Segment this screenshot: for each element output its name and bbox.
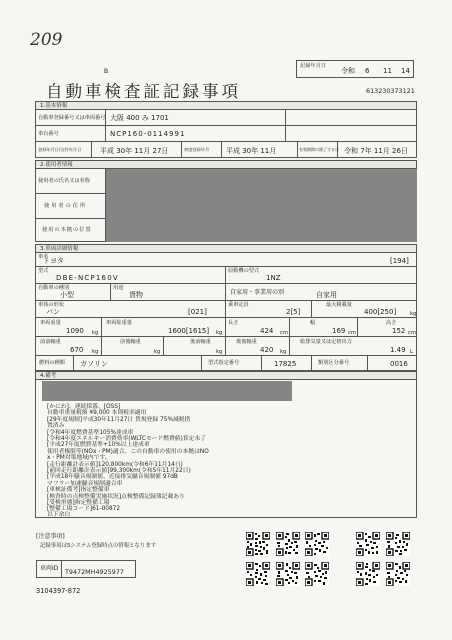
width-unit: cm <box>348 330 356 336</box>
user-name-label: 使用者の氏名又は名称 <box>38 178 90 184</box>
private-value: 自家用 <box>316 291 337 299</box>
gross-label: 車両総重量 <box>106 320 132 326</box>
qr-code-icon <box>246 532 270 556</box>
base-location-label: 使用の本拠の位置 <box>42 227 92 233</box>
notice-text: 記録事項は5システム登録時点の情報となります <box>40 543 157 549</box>
registration-value: 大阪 400 み 1701 <box>110 114 169 122</box>
use-label: 用途 <box>113 285 124 291</box>
ff-unit: kg <box>92 349 99 355</box>
displacement-value: 1.49 <box>390 346 406 354</box>
private-label: 自家用・事業用の別 <box>230 289 285 296</box>
model-value: DBE-NCP160V <box>56 274 119 282</box>
issue-date-year: 6 <box>365 67 370 75</box>
maker-code: [194] <box>390 257 409 265</box>
model-no-value: 17825 <box>274 360 297 368</box>
remark-line: [平成18年騒音規制値、近接排気騒音規制値 97dB <box>47 474 178 481</box>
handwritten-number: 209 <box>30 30 63 50</box>
maker-row <box>35 253 417 267</box>
fuel-row <box>35 356 417 371</box>
dates-row <box>35 142 417 158</box>
section-user-header: 2.使用者情報 <box>35 160 417 169</box>
remark-line: [前回走行距離計表示値]99,300km(令和5年11月22日) <box>47 468 191 474</box>
redacted-remarks <box>42 381 292 401</box>
engine-label: 原動機の型式 <box>228 268 260 274</box>
remark-line: [令和4年度エネルギー消費効率(WLTCモード燃費値)算定未了 <box>47 436 206 442</box>
chassis-value: NCP160-0114991 <box>110 130 186 138</box>
length-unit: cm <box>280 330 288 336</box>
length-value: 424 <box>260 327 274 335</box>
kind-row <box>35 284 417 301</box>
chassis-row <box>35 126 417 142</box>
shape-value: バン <box>46 308 60 316</box>
fuel-label: 燃料の種類 <box>39 360 65 366</box>
width-label: 幅 <box>310 320 316 326</box>
height-label: 高さ <box>386 320 397 326</box>
weight-unit: kg <box>92 330 99 336</box>
displacement-unit: L <box>410 349 413 355</box>
registration-label: 自動車登録番号又は車両番号 <box>38 115 106 121</box>
model-label: 型式 <box>38 268 49 274</box>
model-row <box>35 267 417 284</box>
remark-line: 自動車重量税額 ¥9,000 本則税率適用 <box>47 410 147 417</box>
expiry-value: 令和 7年 11月 26日 <box>344 147 408 155</box>
remark-line: [車検証備考]指定整備車 <box>47 487 110 494</box>
issue-date-day: 14 <box>401 67 410 75</box>
qr-code-icon <box>305 562 329 586</box>
document-number: 613230373121 <box>366 87 415 95</box>
registration-row <box>35 110 417 126</box>
fuel-value: ガソリン <box>80 360 108 368</box>
height-unit: cm <box>408 330 416 336</box>
kind-value: 小型 <box>60 291 74 299</box>
gross-unit: kg <box>216 330 223 336</box>
fr-label: 前後軸重 <box>120 339 141 345</box>
remark-line: 置済み <box>47 423 65 430</box>
remark-line: [かにわ]、連続採番、[OSS] <box>47 404 121 410</box>
first-year-label: 初度登録年月 <box>184 147 210 152</box>
max-load-unit: kg <box>410 311 417 317</box>
rr-unit: kg <box>280 349 287 355</box>
maker-value: トヨタ <box>43 257 64 265</box>
vehicle-id-value: T9472MH4925977 <box>65 568 124 576</box>
qr-code-icon <box>356 532 380 556</box>
rf-label: 後前軸重 <box>190 339 211 345</box>
remark-line: x・PM対策地域内です。 <box>47 455 111 462</box>
remark-line: 使用者権限等(NOx・PM)適合、この自動車の使用の本拠はNO <box>47 448 209 455</box>
model-no-label: 型式指定番号 <box>208 360 240 366</box>
qr-code-icon <box>246 562 270 586</box>
weight-label: 車両重量 <box>40 320 61 326</box>
expiry-label: 有効期間の満了する日 <box>299 147 339 152</box>
qr-code-icon <box>276 562 300 586</box>
section-basic-header: 1.基本情報 <box>35 101 417 110</box>
user-address-label: 使用者の住所 <box>44 203 88 209</box>
notice-label: [注意事項] <box>36 533 65 540</box>
remark-line: マフラー加速騒音規制適合車 <box>47 480 123 487</box>
issue-date-label: 記録年月日 <box>300 63 326 69</box>
fr-unit: kg <box>154 349 161 355</box>
length-label: 長さ <box>228 320 239 326</box>
section-remarks-header: 4.備考 <box>35 371 417 380</box>
issue-date-box <box>296 60 414 78</box>
section-vehicle-header: 3.車両詳細情報 <box>35 244 417 253</box>
remark-line: [受検形態]指定整備工場 <box>47 500 110 506</box>
engine-value: 1NZ <box>266 274 281 282</box>
height-value: 152 <box>392 327 406 335</box>
remark-line: 以下余白 <box>47 512 71 518</box>
serial-number: 3104397-872 <box>36 587 81 595</box>
shape-code: [021] <box>188 308 207 316</box>
first-reg-label: 登録年月日/交付年月日 <box>38 147 82 152</box>
first-year-value: 平成 30年 11月 <box>226 147 277 155</box>
category-label: 類別区分番号 <box>318 360 350 366</box>
weight-row <box>35 318 417 337</box>
rr-value: 420 <box>260 346 274 354</box>
remark-line: [平成27年度燃費基準+10%以上達成車 <box>47 442 150 449</box>
page-title: 自動車検査証記録事項 <box>46 82 241 101</box>
ff-value: 670 <box>70 346 84 354</box>
chassis-label: 車台番号 <box>38 131 59 137</box>
shape-row <box>35 301 417 318</box>
kind-label: 自動車の種別 <box>38 285 70 291</box>
remark-line: [29年度規制]平成30年11月27日 貨規登録 75%減税措 <box>47 416 191 423</box>
remark-line: [整備工場コード]61-00872 <box>47 506 121 513</box>
use-value: 貨物 <box>129 291 143 299</box>
qr-code-icon <box>305 532 329 556</box>
first-reg-value: 平成 30年 11月 27日 <box>100 147 169 155</box>
capacity-label: 乗車定員 <box>228 302 249 308</box>
vehicle-id-box <box>36 560 136 578</box>
axle-row <box>35 337 417 356</box>
category-value: 0016 <box>390 360 408 368</box>
displacement-label: 総排気量又は定格出力 <box>300 339 352 345</box>
maker-label: 車名 <box>38 254 49 260</box>
issue-date-era: 令和 <box>341 67 355 75</box>
rf-unit: kg <box>216 349 223 355</box>
qr-code-icon <box>276 532 300 556</box>
width-value: 169 <box>332 327 346 335</box>
ff-label: 前前軸重 <box>40 339 61 345</box>
weight-value: 1090 <box>66 327 84 335</box>
shape-label: 車体の形状 <box>38 302 64 308</box>
redacted-user-info <box>106 169 417 242</box>
rr-label: 後後軸重 <box>236 339 257 345</box>
capacity-value: 2[5] <box>286 308 301 316</box>
issue-date-month: 11 <box>383 67 392 75</box>
max-load-label: 最大積載量 <box>326 302 352 308</box>
remark-line: [走行距離計表示値]120,800km(令和6年11月14日) <box>47 461 183 468</box>
remark-line: [検査時の点検整備実施状況]点検整備記録簿記載あり <box>47 493 185 500</box>
vehicle-id-label: 車両ID <box>40 565 59 572</box>
qr-code-icon <box>386 562 410 586</box>
form-mark: B <box>104 68 109 75</box>
gross-value: 1600[1615] <box>168 327 210 335</box>
remark-line: [令和4年度燃費基準105%達成車 <box>47 429 134 436</box>
qr-code-icon <box>386 532 410 556</box>
qr-code-icon <box>356 562 380 586</box>
max-load-value: 400[250] <box>364 308 397 316</box>
